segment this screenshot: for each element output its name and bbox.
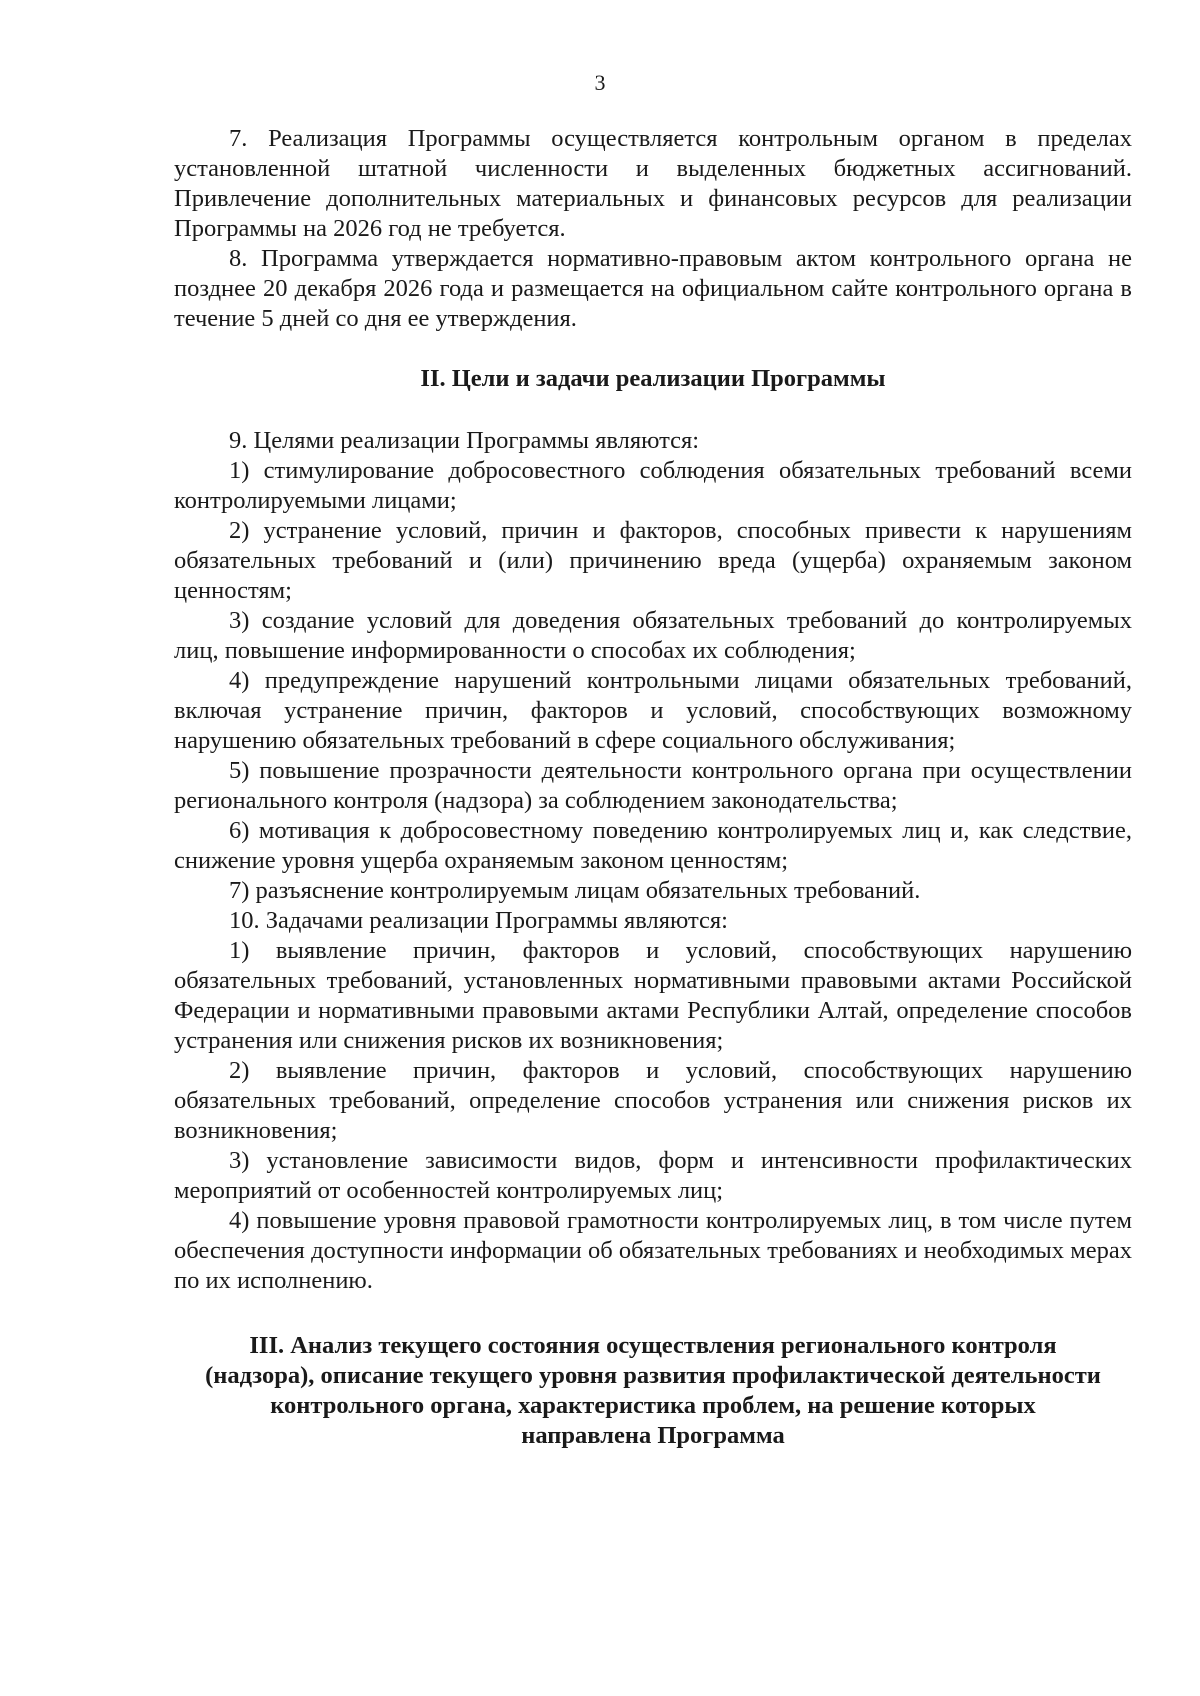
task-item: 1) выявление причин, факторов и условий, способствующих нарушению обязательных требований, установленных нормативными правовыми актами Российской Федерации и нормативными правовыми актами Республики Алтай, определение способов устранения или снижения рисков их возникновения; <box>174 937 1132 1054</box>
section-3-heading-line: III. Анализ текущего состояния осуществления регионального контроля <box>249 1332 1057 1359</box>
goal-item: 4) предупреждение нарушений контрольными лицами обязательных требований, включая устранение причин, факторов и условий, способствующих возможному нарушению обязательных требований в сфере социального обслуживания; <box>174 667 1132 754</box>
section-3-heading-line: направлена Программа <box>521 1422 785 1449</box>
page-number: 3 <box>594 70 606 95</box>
task-item: 4) повышение уровня правовой грамотности контролируемых лиц, в том числе путем обеспечения доступности информации об обязательных требованиях и необходимых мерах по их исполнению. <box>174 1207 1132 1294</box>
goal-item: 3) создание условий для доведения обязательных требований до контролируемых лиц, повышение информированности о способах их соблюдения; <box>174 607 1132 664</box>
section-3-heading <box>174 1331 1132 1451</box>
goal-item: 1) стимулирование добросовестного соблюдения обязательных требований всеми контролируемыми лицами; <box>174 457 1132 514</box>
goal-item: 2) устранение условий, причин и факторов, способных привести к нарушениям обязательных требований и (или) причинению вреда (ущерба) охраняемым законом ценностям; <box>174 517 1132 604</box>
goal-item: 7) разъяснение контролируемым лицам обязательных требований. <box>229 877 921 904</box>
section-2-heading: II. Цели и задачи реализации Программы <box>420 365 886 392</box>
document-body <box>174 124 1132 1451</box>
goal-item: 5) повышение прозрачности деятельности контрольного органа при осуществлении регионального контроля (надзора) за соблюдением законодательства; <box>174 757 1132 814</box>
goals-intro: 9. Целями реализации Программы являются: <box>229 427 700 454</box>
tasks-list <box>174 936 1132 1296</box>
goal-item: 6) мотивация к добросовестному поведению контролируемых лиц и, как следствие, снижение уровня ущерба охраняемым законом ценностям; <box>174 817 1132 874</box>
task-item: 2) выявление причин, факторов и условий, способствующих нарушению обязательных требований, определение способов устранения или снижения рисков их возникновения; <box>174 1057 1132 1144</box>
tasks-intro: 10. Задачами реализации Программы являются: <box>229 907 728 934</box>
section-3-heading-line: (надзора), описание текущего уровня развития профилактической деятельности <box>205 1362 1101 1389</box>
task-item: 3) установление зависимости видов, форм и интенсивности профилактических мероприятий от особенностей контролируемых лиц; <box>174 1147 1132 1204</box>
paragraph-8: 8. Программа утверждается нормативно-правовым актом контрольного органа не позднее 20 декабря 2026 года и размещается на официальном сайте контрольного органа в течение 5 дней со дня ее утверждения. <box>174 245 1132 332</box>
section-3-heading-line: контрольного органа, характеристика проблем, на решение которых <box>270 1392 1036 1419</box>
paragraph-7: 7. Реализация Программы осуществляется контрольным органом в пределах установленной штатной численности и выделенных бюджетных ассигнований. Привлечение дополнительных материальных и финансовых ресурсов для реализации Программы на 2026 год не требуется. <box>174 125 1132 242</box>
goals-list <box>174 456 1132 906</box>
